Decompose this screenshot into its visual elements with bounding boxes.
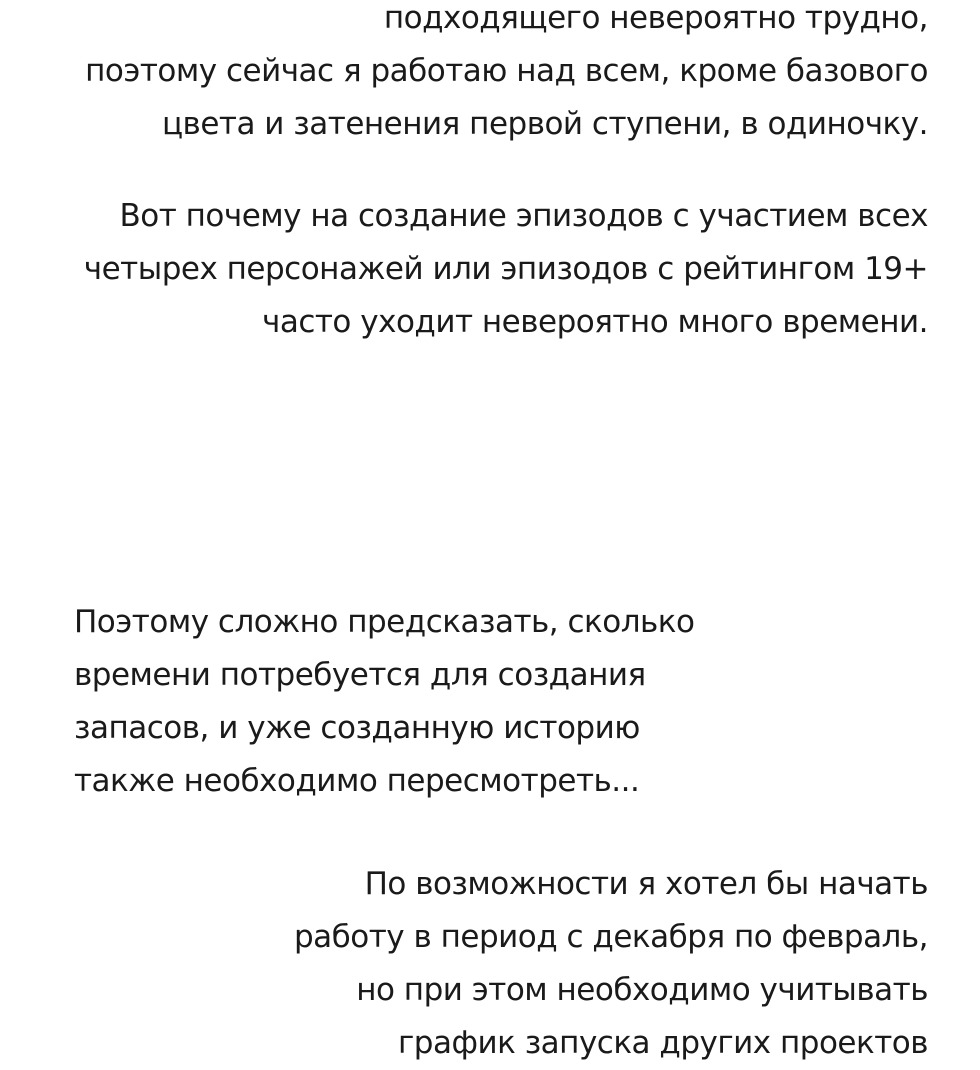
text-line: По возможности я хотел бы начать <box>364 866 928 902</box>
text-line: цвета и затенения первой ступени, в одиночку. <box>161 106 928 142</box>
text-line: часто уходит невероятно много времени. <box>262 304 928 340</box>
text-line: запасов, и уже созданную историю <box>74 710 640 746</box>
paragraph-episode-time <box>84 190 928 349</box>
paragraph-schedule <box>294 858 928 1070</box>
text-line: работу в период с декабря по февраль, <box>293 919 928 955</box>
text-line: график запуска других проектов <box>398 1025 928 1061</box>
paragraph-workload <box>85 0 928 151</box>
paragraph-prediction <box>74 596 694 808</box>
text-line: Вот почему на создание эпизодов с участием всех <box>119 198 928 234</box>
text-line: также необходимо пересмотреть... <box>74 763 640 799</box>
text-line: времени потребуется для создания <box>74 657 646 693</box>
text-line: подходящего невероятно трудно, <box>383 0 928 36</box>
text-line: но при этом необходимо учитывать <box>356 972 928 1008</box>
text-line: поэтому сейчас я работаю над всем, кроме базового <box>85 53 928 89</box>
text-line: Поэтому сложно предсказать, сколько <box>74 604 695 640</box>
text-line: четырех персонажей или эпизодов с рейтингом 19+ <box>83 251 928 287</box>
